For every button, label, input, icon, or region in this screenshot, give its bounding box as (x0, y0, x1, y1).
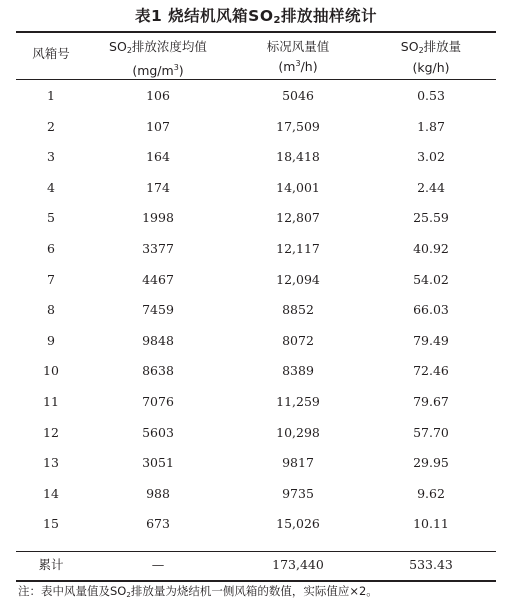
cell-so2-emission: 29.95 (413, 455, 449, 471)
header-label: SO (109, 39, 127, 54)
footnote (18, 583, 378, 603)
cell-so2-concentration: 7076 (142, 394, 174, 409)
cell-air-volume: 11,259 (276, 394, 320, 409)
header-so2-concentration (86, 38, 230, 79)
cell-so2-concentration: 7459 (142, 302, 174, 318)
header-line1: 标况风量值 (266, 39, 330, 54)
cell-fan-box-no: 13 (43, 455, 59, 471)
cell-fan-box-no: 11 (43, 394, 59, 409)
header-line1 (366, 38, 496, 59)
cell-air-volume: 5046 (282, 88, 314, 103)
cell-so2-emission: 40.92 (413, 241, 449, 256)
cell-so2-concentration: 3051 (142, 455, 174, 471)
cell-so2-emission: 54.02 (413, 271, 449, 287)
total-emission: 533.43 (409, 557, 453, 572)
cell-so2-emission: 3.02 (417, 149, 445, 165)
cell-fan-box-no: 7 (47, 271, 55, 287)
header-label: SO (400, 39, 419, 54)
title-text: 表1 烧结机风箱SO (134, 7, 274, 25)
cell-air-volume: 14,001 (276, 179, 320, 195)
header-line1 (86, 38, 230, 59)
table-title (0, 3, 512, 34)
total-air-volume: 173,440 (272, 557, 324, 572)
header-air-volume (230, 38, 366, 75)
header-label: 排放量 (423, 39, 462, 54)
title-subscript: 2 (273, 15, 281, 26)
cell-so2-concentration: 673 (146, 516, 170, 532)
cell-fan-box-no: 9 (47, 332, 55, 348)
cell-so2-emission: 10.11 (413, 516, 449, 532)
header-unit-text: (m (278, 59, 296, 74)
header-label: 排放浓度均值 (131, 39, 207, 54)
cell-air-volume: 9817 (282, 455, 314, 471)
cell-air-volume: 10,298 (276, 424, 320, 440)
header-superscript: 3 (295, 59, 301, 68)
cell-air-volume: 8072 (282, 332, 314, 348)
cell-so2-emission: 25.59 (413, 210, 449, 226)
footnote-text: 注：表中风量值及SO (18, 584, 127, 598)
cell-so2-concentration: 9848 (142, 332, 174, 348)
header-unit (230, 55, 366, 75)
cell-so2-concentration: 8638 (142, 363, 174, 379)
cell-air-volume: 12,094 (276, 271, 320, 287)
cell-air-volume: 8389 (282, 363, 314, 379)
total-rule (16, 551, 496, 552)
cell-fan-box-no: 2 (47, 118, 55, 134)
header-label: 风箱号 (32, 46, 70, 61)
header-unit: (kg/h) (412, 60, 450, 75)
cell-so2-emission: 9.62 (417, 485, 445, 501)
cell-so2-concentration: 164 (146, 149, 170, 165)
header-subscript: 2 (126, 46, 132, 55)
top-rule (16, 31, 496, 33)
cell-so2-concentration: 1998 (142, 210, 174, 226)
cell-fan-box-no: 12 (43, 424, 59, 440)
cell-so2-concentration: 3377 (142, 241, 174, 256)
cell-so2-emission: 79.67 (413, 394, 449, 409)
cell-so2-concentration: 5603 (142, 424, 174, 440)
footnote-text-suffix: 排放量为烧结机一侧风箱的数值，实际值应×2。 (130, 584, 378, 598)
header-unit-text: /h) (300, 59, 318, 74)
cell-air-volume: 12,807 (276, 210, 320, 226)
cell-fan-box-no: 6 (47, 241, 55, 256)
cell-air-volume: 15,026 (276, 516, 320, 532)
cell-fan-box-no: 14 (43, 485, 59, 501)
header-superscript: 3 (173, 63, 179, 72)
cell-so2-concentration: 988 (146, 485, 170, 501)
header-subscript: 2 (418, 46, 424, 55)
cell-so2-emission: 1.87 (417, 118, 445, 134)
cell-fan-box-no: 1 (47, 88, 55, 103)
cell-air-volume: 17,509 (276, 118, 320, 134)
cell-so2-emission: 57.70 (413, 424, 449, 440)
cell-so2-emission: 66.03 (413, 302, 449, 318)
header-fan-box-no (16, 45, 86, 62)
cell-fan-box-no: 5 (47, 210, 55, 226)
header-unit-text: (mg/m (132, 63, 174, 78)
cell-fan-box-no: 10 (43, 363, 59, 379)
cell-air-volume: 8852 (282, 302, 314, 318)
cell-so2-emission: 79.49 (413, 332, 449, 348)
cell-so2-concentration: 107 (146, 118, 170, 134)
header-so2-emission (366, 38, 496, 76)
cell-air-volume: 9735 (282, 485, 314, 501)
cell-fan-box-no: 3 (47, 149, 55, 165)
title-text-suffix: 排放抽样统计 (280, 7, 377, 25)
header-rule (16, 79, 496, 80)
total-concentration: — (151, 557, 165, 572)
cell-so2-emission: 0.53 (417, 88, 445, 103)
cell-so2-concentration: 106 (146, 88, 170, 103)
cell-so2-concentration: 174 (146, 179, 170, 195)
cell-so2-concentration: 4467 (142, 271, 174, 287)
cell-fan-box-no: 8 (47, 302, 55, 318)
cell-air-volume: 18,418 (276, 149, 320, 165)
cell-so2-emission: 2.44 (417, 179, 445, 195)
cell-so2-emission: 72.46 (413, 363, 449, 379)
header-unit-text: ) (178, 63, 184, 78)
cell-fan-box-no: 15 (43, 516, 59, 532)
footnote-subscript: 2 (126, 591, 131, 599)
total-label: 累计 (38, 557, 64, 572)
cell-air-volume: 12,117 (276, 241, 320, 256)
bottom-rule (16, 580, 496, 582)
header-unit (86, 59, 230, 79)
cell-fan-box-no: 4 (47, 179, 55, 195)
